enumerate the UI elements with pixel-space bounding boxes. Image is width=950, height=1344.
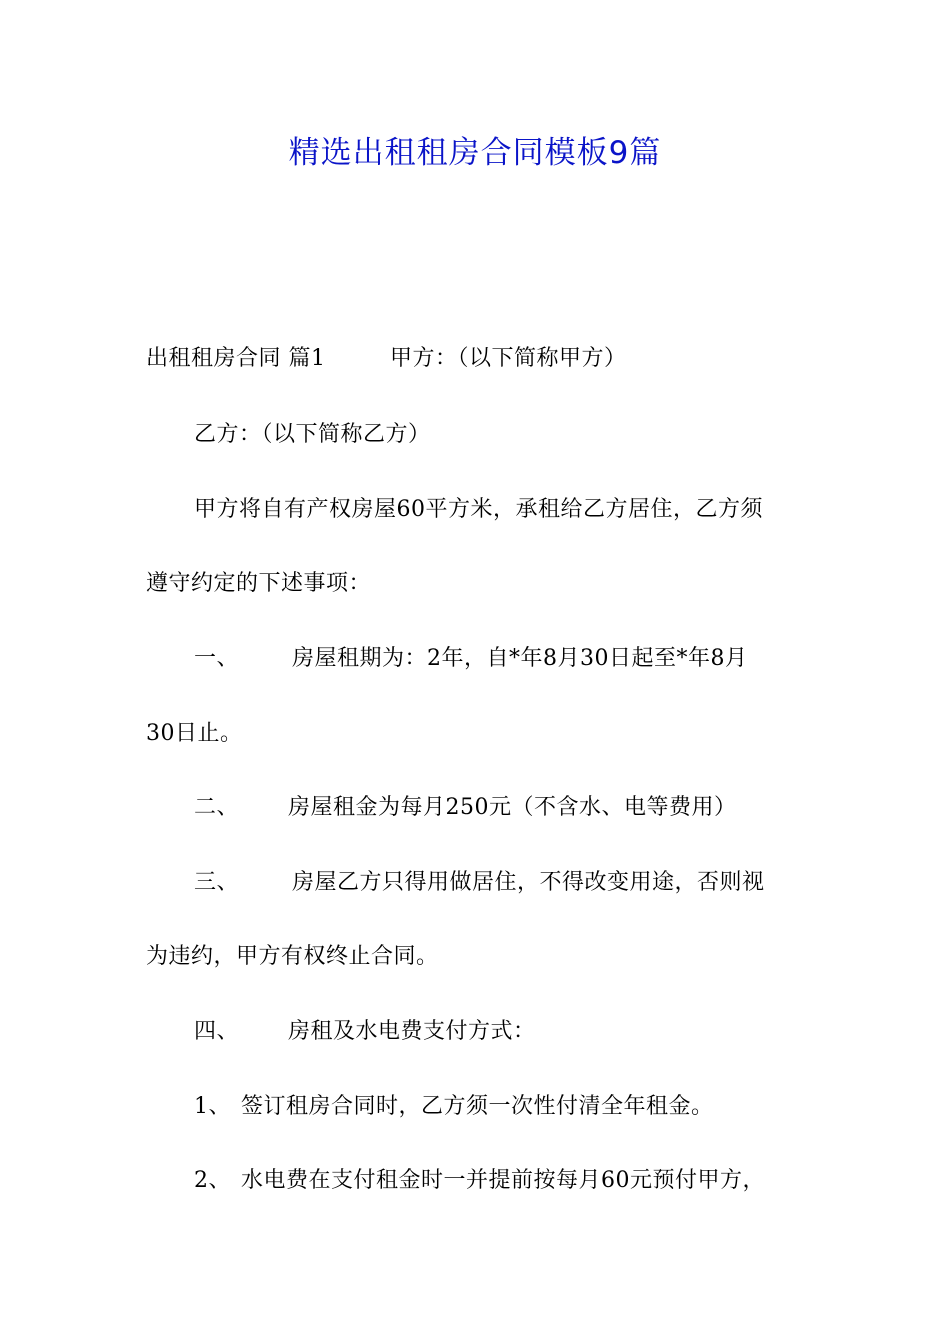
clause-number: 三、 [194,870,240,895]
party-a-line: 甲方：（以下简称甲方） [390,346,627,371]
clause-number: 四、 [194,1019,240,1044]
section-heading: 出租租房合同 篇1 [146,346,326,371]
sub-clause-number: 1、 [194,1094,231,1119]
party-b-line: 乙方：（以下简称乙方） [194,422,431,447]
document-title: 精选出租租房合同模板9篇 [288,135,662,171]
clause-text: 房租及水电费支付方式： [288,1019,536,1044]
clause-3-continuation: 为违约，甲方有权终止合同。 [146,944,439,969]
intro-paragraph-line-1: 甲方将自有产权房屋60平方米，承租给乙方居住，乙方须 [194,497,763,522]
clause-text: 房屋租金为每月250元（不含水、电等费用） [288,795,737,820]
sub-clause-number: 2、 [194,1168,231,1193]
intro-paragraph-line-2: 遵守约定的下述事项： [146,571,372,596]
clause-text: 房屋租期为：2年，自*年8月30日起至*年8月 [292,646,748,671]
sub-clause-text: 签订租房合同时，乙方须一次性付清全年租金。 [241,1094,714,1119]
clause-text: 房屋乙方只得用做居住，不得改变用途，否则视 [292,870,765,895]
clause-number: 一、 [194,646,240,671]
clause-number: 二、 [194,795,240,820]
clause-1-continuation: 30日止。 [146,721,243,746]
sub-clause-text: 水电费在支付租金时一并提前按每月60元预付甲方， [241,1168,765,1193]
